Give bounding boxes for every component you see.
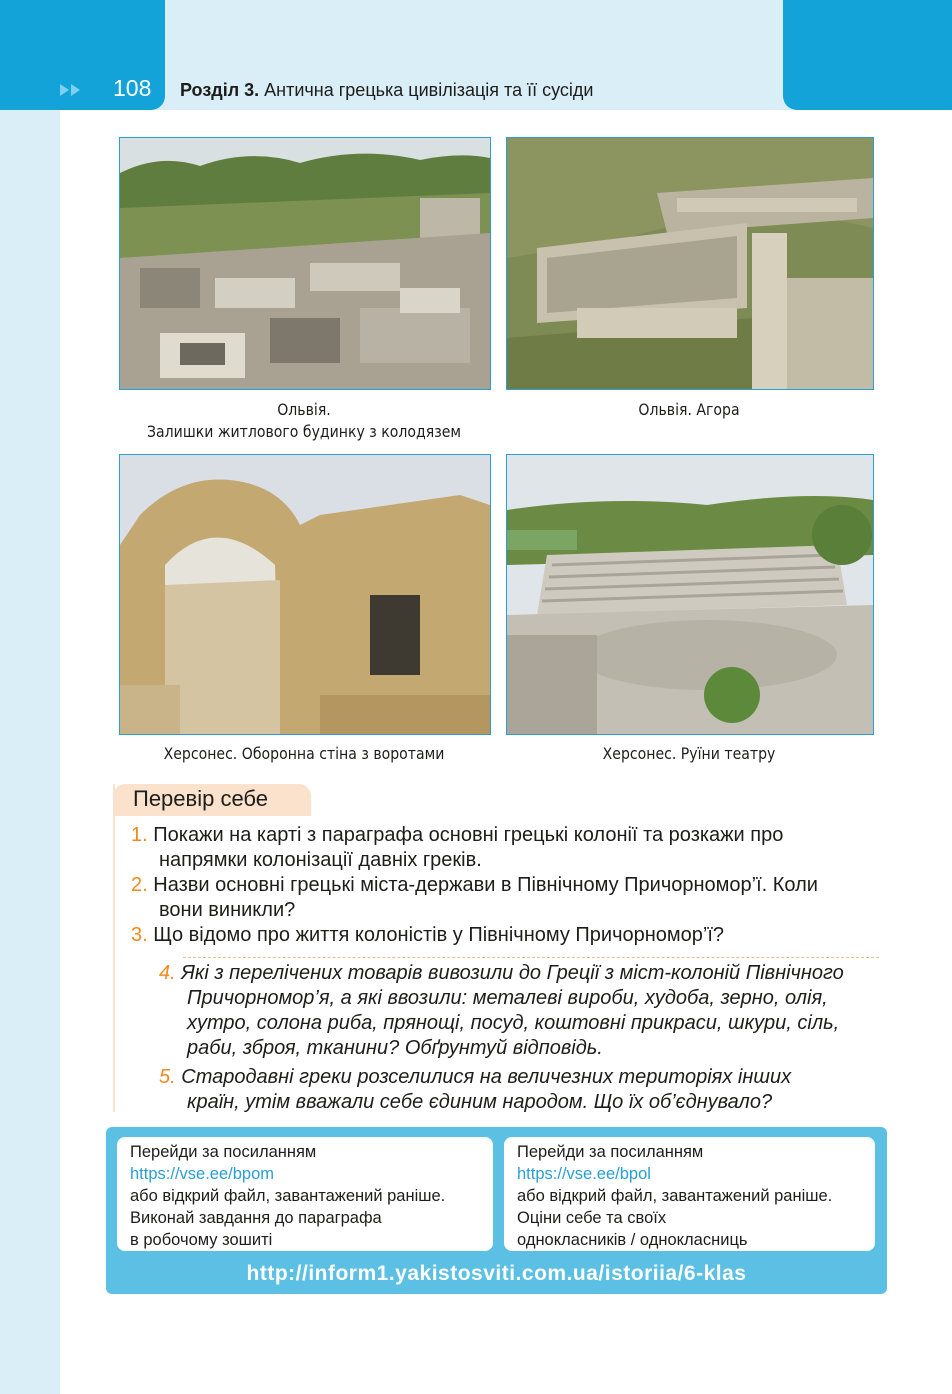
question-text: Назви основні грецькі міста-держави в Північному Причорномор’ї. Коли [153, 874, 818, 896]
question-number: 1. [131, 824, 148, 846]
advanced-separator [183, 957, 879, 958]
section-title: Антична грецька цивілізація та її сусіди [264, 80, 594, 100]
question-2 [131, 873, 891, 923]
card-line: Оціни себе та своїх [517, 1209, 667, 1227]
section-label: Розділ 3. [180, 80, 260, 100]
check-section-border [113, 784, 115, 1112]
question-1 [131, 823, 891, 873]
resource-link[interactable]: https://vse.ee/bpom [130, 1165, 274, 1183]
question-text: Які з перелічених товарів вивозили до Греції з міст-колоній Північного [181, 962, 844, 984]
site-url-link[interactable]: http://inform1.yakistosviti.com.ua/istoriia/6-klas [246, 1262, 747, 1285]
photo-olbia-house [119, 137, 491, 390]
running-head [180, 80, 593, 101]
corner-tab [783, 0, 952, 110]
question-5 [159, 1065, 889, 1115]
photo-olbia-agora [506, 137, 874, 390]
card-line: або відкрий файл, завантажений раніше. [517, 1187, 833, 1205]
caption-line: Херсонес. Оборонна стіна з воротами [163, 744, 445, 763]
question-number: 3. [131, 924, 148, 946]
resource-link[interactable]: https://vse.ee/bpol [517, 1165, 651, 1183]
resource-card-self-assessment [504, 1137, 875, 1251]
card-line: однокласників / однокласниць [517, 1231, 748, 1249]
card-line: Виконай завдання до параграфа [130, 1209, 382, 1227]
card-line: або відкрий файл, завантажений раніше. [130, 1187, 446, 1205]
caption-olbia-agora [528, 399, 850, 421]
question-3 [131, 923, 891, 948]
caption-line: Ольвія. [277, 400, 331, 419]
page-number: 108 [113, 75, 152, 101]
caption-chersonesus-theatre [528, 743, 850, 765]
question-text: хутро, солона риба, прянощі, посуд, коштовні прикраси, шкури, сіль, [187, 1012, 840, 1034]
question-text: напрямки колонізації давніх греків. [159, 849, 482, 871]
card-line: Перейди за посиланням [517, 1143, 704, 1161]
question-4 [159, 961, 889, 1061]
question-text: Причорномор’я, а які ввозили: металеві вироби, худоба, зерно, олія, [187, 987, 828, 1009]
question-text: Стародавні греки розселилися на величезних територіях інших [181, 1066, 792, 1088]
question-number: 4. [159, 962, 176, 984]
caption-line: Залишки житлового будинку з колодязем [147, 422, 461, 441]
photo-chersonesus-wall [119, 454, 491, 735]
card-line: в робочому зошиті [130, 1231, 273, 1249]
question-text: Покажи на карті з параграфа основні грецькі колонії та розкажи про [153, 824, 784, 846]
question-number: 5. [159, 1066, 176, 1088]
question-number: 2. [131, 874, 148, 896]
caption-line: Херсонес. Руїни театру [602, 744, 776, 763]
resource-card-workbook [117, 1137, 493, 1251]
left-margin-strip [0, 0, 60, 1394]
card-line: Перейди за посиланням [130, 1143, 317, 1161]
caption-olbia-house [141, 399, 467, 443]
question-text: Що відомо про життя колоністів у Північному Причорномор’ї? [153, 924, 725, 946]
caption-chersonesus-wall [141, 743, 467, 765]
double-arrow-icon [60, 80, 84, 100]
photo-chersonesus-theatre [506, 454, 874, 735]
caption-line: Ольвія. Агора [638, 400, 740, 419]
question-text: раби, зброя, тканини? Обґрунтуй відповідь. [187, 1037, 603, 1059]
question-text: країн, утім вважали себе єдиним народом. Що їх об’єднувало? [187, 1091, 773, 1113]
check-section-title: Перевір себе [133, 786, 269, 811]
question-text: вони виникли? [159, 899, 296, 921]
